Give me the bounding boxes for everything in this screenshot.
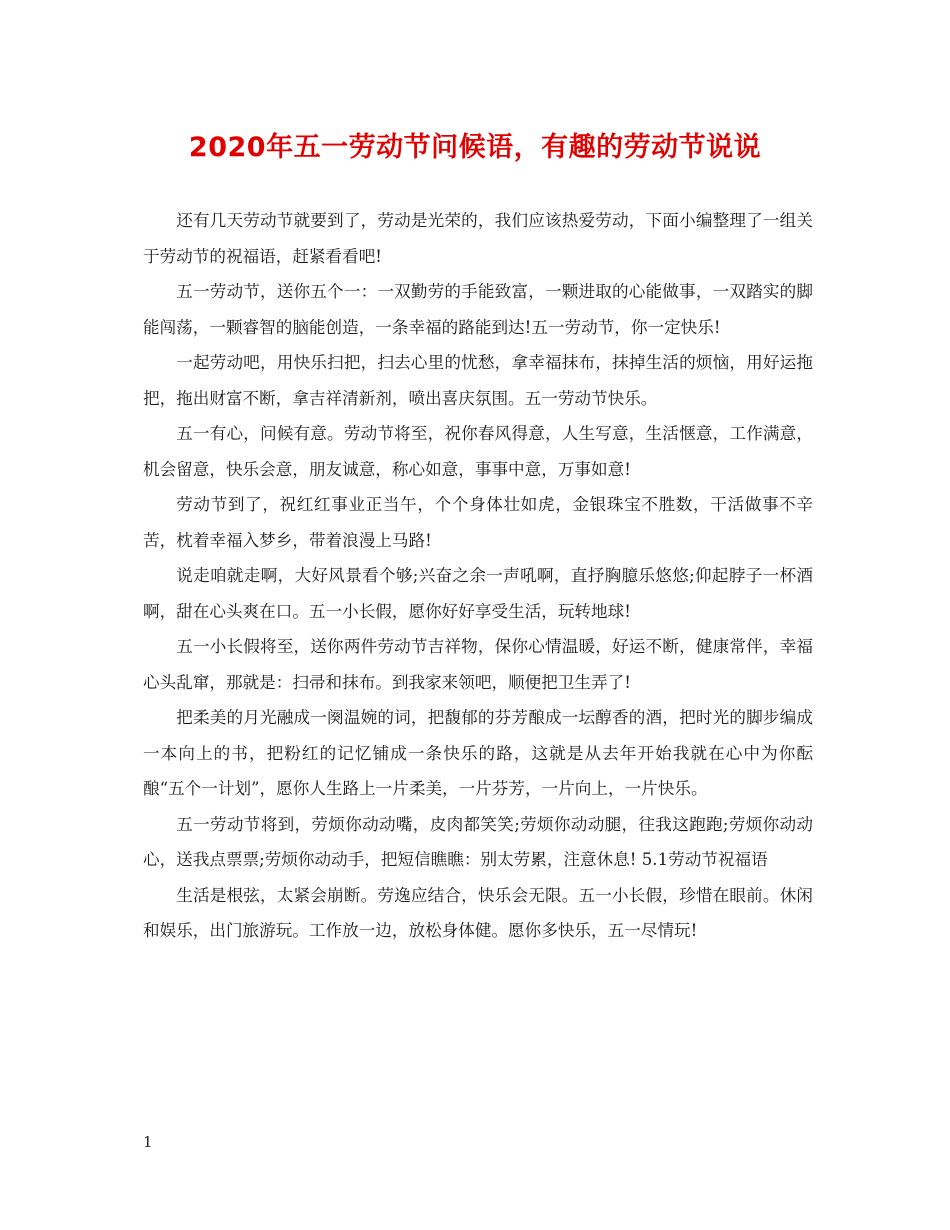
- paragraph-4: 五一有心，问候有意。劳动节将至，祝你春风得意，人生写意，生活惬意，工作满意，机会留意，快乐会意，朋友诚意，称心如意，事事中意，万事如意!: [143, 424, 813, 479]
- paragraph-5: 劳动节到了，祝红红事业正当午，个个身体壮如虎，金银珠宝不胜数，干活做事不辛苦，枕着幸福入梦乡，带着浪漫上马路!: [143, 495, 813, 550]
- page-number: 1: [143, 1133, 153, 1151]
- document-body: [143, 203, 813, 949]
- paragraph-2: 五一劳动节，送你五个一：一双勤劳的手能致富，一颗进取的心能做事，一双踏实的脚能闯荡，一颗睿智的脑能创造，一条幸福的路能到达!五一劳动节，你一定快乐!: [143, 282, 813, 337]
- paragraph-9: 五一劳动节将到，劳烦你动动嘴，皮肉都笑笑;劳烦你动动腿，往我这跑跑;劳烦你动动心，送我点票票;劳烦你动动手，把短信瞧瞧：别太劳累，注意休息! 5.1劳动节祝福语: [143, 814, 813, 869]
- paragraph-8: 把柔美的月光融成一阕温婉的词，把馥郁的芬芳酿成一坛醇香的酒，把时光的脚步编成一本向上的书，把粉红的记忆铺成一条快乐的路，这就是从去年开始我就在心中为你酝酿“五个一计划”，愿你人生路上一片柔美，一片芬芳，一片向上，一片快乐。: [143, 708, 813, 798]
- paragraph-6: 说走咱就走啊，大好风景看个够;兴奋之余一声吼啊，直抒胸臆乐悠悠;仰起脖子一杯酒啊，甜在心头爽在口。五一小长假，愿你好好享受生活，玩转地球!: [143, 566, 813, 621]
- paragraph-10: 生活是根弦，太紧会崩断。劳逸应结合，快乐会无限。五一小长假，珍惜在眼前。休闲和娱乐，出门旅游玩。工作放一边，放松身体健。愿你多快乐，五一尽情玩!: [143, 885, 813, 940]
- paragraph-3: 一起劳动吧，用快乐扫把，扫去心里的忧愁，拿幸福抹布，抹掉生活的烦恼，用好运拖把，拖出财富不断，拿吉祥清新剂，喷出喜庆氛围。五一劳动节快乐。: [143, 353, 813, 408]
- document-title: 2020年五一劳动节问候语，有趣的劳动节说说: [188, 132, 762, 163]
- paragraph-intro: 还有几天劳动节就要到了，劳动是光荣的，我们应该热爱劳动，下面小编整理了一组关于劳动节的祝福语，赶紧看看吧!: [143, 211, 813, 266]
- paragraph-7: 五一小长假将至，送你两件劳动节吉祥物，保你心情温暖，好运不断，健康常伴，幸福心头乱窜，那就是：扫帚和抹布。到我家来领吧，顺便把卫生弄了!: [143, 637, 813, 692]
